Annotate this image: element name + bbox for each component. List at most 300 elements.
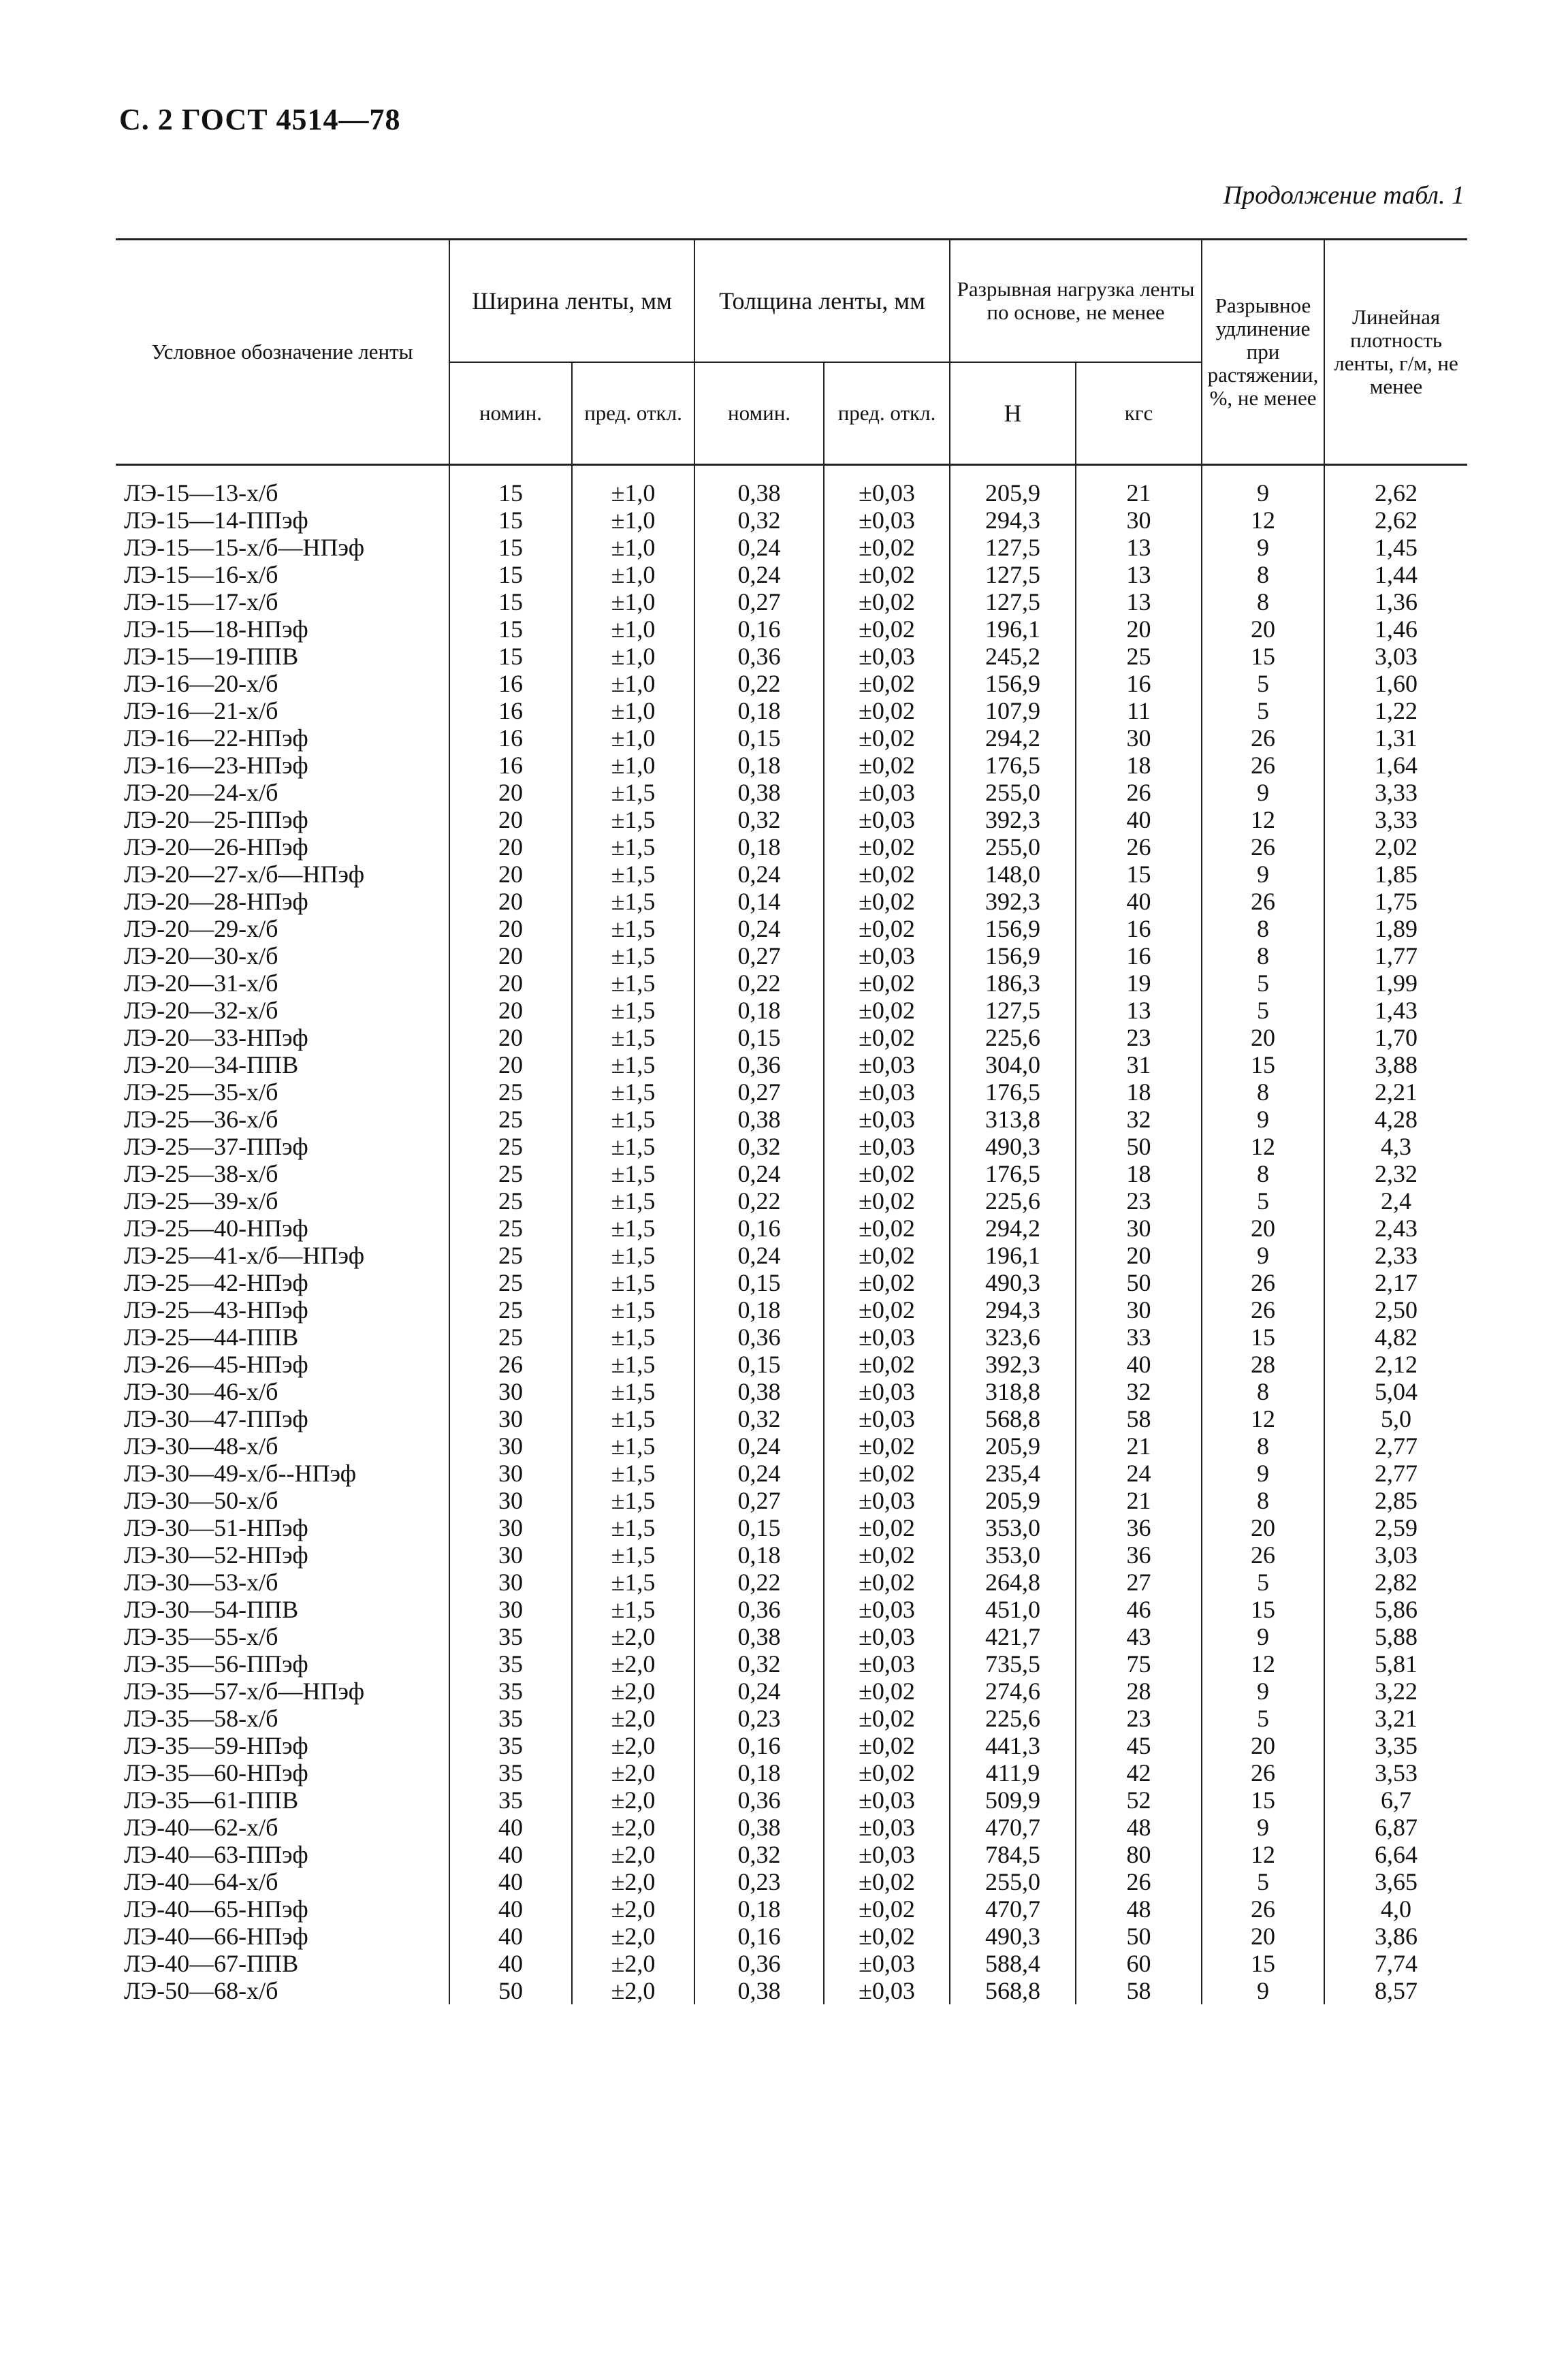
cell-load-newton: 225,6: [950, 1024, 1076, 1051]
cell-load-newton: 411,9: [950, 1759, 1076, 1786]
cell-thickness-nominal: 0,36: [694, 643, 824, 670]
cell-designation: ЛЭ-30—52-НПэф: [116, 1541, 449, 1569]
cell-thickness-tolerance: ±0,02: [824, 752, 950, 779]
cell-thickness-tolerance: ±0,02: [824, 1296, 950, 1324]
cell-width-tolerance: ±2,0: [572, 1895, 694, 1923]
cell-width-nominal: 20: [449, 969, 572, 997]
cell-elongation: 9: [1202, 779, 1324, 806]
cell-load-kgf: 31: [1076, 1051, 1202, 1078]
cell-width-nominal: 20: [449, 888, 572, 915]
cell-thickness-nominal: 0,22: [694, 670, 824, 697]
cell-width-nominal: 20: [449, 806, 572, 833]
table-row: [116, 697, 1467, 724]
cell-thickness-tolerance: ±0,02: [824, 1432, 950, 1460]
cell-elongation: 9: [1202, 534, 1324, 561]
cell-elongation: 8: [1202, 1432, 1324, 1460]
cell-elongation: 12: [1202, 507, 1324, 534]
table-row: [116, 1078, 1467, 1106]
cell-width-nominal: 15: [449, 465, 572, 507]
cell-width-nominal: 40: [449, 1923, 572, 1950]
cell-thickness-nominal: 0,22: [694, 969, 824, 997]
table-row: [116, 1269, 1467, 1296]
cell-thickness-tolerance: ±0,02: [824, 915, 950, 942]
cell-width-tolerance: ±1,0: [572, 670, 694, 697]
cell-thickness-tolerance: ±0,03: [824, 1378, 950, 1405]
cell-width-tolerance: ±1,5: [572, 833, 694, 861]
cell-thickness-nominal: 0,24: [694, 915, 824, 942]
table-row: [116, 1977, 1467, 2004]
cell-elongation: 5: [1202, 1187, 1324, 1215]
cell-thickness-nominal: 0,32: [694, 1841, 824, 1868]
cell-load-kgf: 11: [1076, 697, 1202, 724]
cell-density: 1,60: [1324, 670, 1467, 697]
cell-width-nominal: 50: [449, 1977, 572, 2004]
cell-width-nominal: 30: [449, 1569, 572, 1596]
cell-density: 4,82: [1324, 1324, 1467, 1351]
cell-load-kgf: 33: [1076, 1324, 1202, 1351]
table-row: [116, 534, 1467, 561]
cell-density: 1,99: [1324, 969, 1467, 997]
cell-load-kgf: 50: [1076, 1923, 1202, 1950]
cell-thickness-nominal: 0,24: [694, 1432, 824, 1460]
table-row: [116, 1596, 1467, 1623]
cell-width-tolerance: ±2,0: [572, 1705, 694, 1732]
cell-designation: ЛЭ-30—46-х/б: [116, 1378, 449, 1405]
cell-elongation: 26: [1202, 1895, 1324, 1923]
cell-thickness-nominal: 0,15: [694, 1351, 824, 1378]
cell-density: 2,12: [1324, 1351, 1467, 1378]
cell-width-nominal: 35: [449, 1786, 572, 1814]
cell-designation: ЛЭ-35—57-х/б—НПэф: [116, 1678, 449, 1705]
cell-thickness-tolerance: ±0,03: [824, 806, 950, 833]
cell-elongation: 9: [1202, 465, 1324, 507]
table-row: [116, 861, 1467, 888]
table-row: [116, 1024, 1467, 1051]
cell-load-newton: 186,3: [950, 969, 1076, 997]
cell-width-tolerance: ±1,5: [572, 1133, 694, 1160]
cell-width-nominal: 35: [449, 1650, 572, 1678]
cell-load-kgf: 18: [1076, 752, 1202, 779]
cell-density: 2,59: [1324, 1514, 1467, 1541]
cell-load-kgf: 32: [1076, 1106, 1202, 1133]
cell-thickness-tolerance: ±0,03: [824, 1596, 950, 1623]
cell-density: 2,32: [1324, 1160, 1467, 1187]
cell-load-newton: 735,5: [950, 1650, 1076, 1678]
table-body: [116, 465, 1467, 2005]
header-thickness-nominal: номин.: [694, 362, 824, 465]
cell-thickness-nominal: 0,38: [694, 1378, 824, 1405]
cell-load-newton: 196,1: [950, 615, 1076, 643]
cell-load-newton: 313,8: [950, 1106, 1076, 1133]
cell-load-newton: 107,9: [950, 697, 1076, 724]
table-row: [116, 833, 1467, 861]
cell-thickness-tolerance: ±0,03: [824, 643, 950, 670]
cell-load-kgf: 30: [1076, 1296, 1202, 1324]
cell-width-nominal: 40: [449, 1814, 572, 1841]
table-row: [116, 1950, 1467, 1977]
cell-density: 2,85: [1324, 1487, 1467, 1514]
cell-designation: ЛЭ-20—31-х/б: [116, 969, 449, 997]
cell-elongation: 8: [1202, 588, 1324, 615]
cell-width-tolerance: ±1,0: [572, 643, 694, 670]
cell-designation: ЛЭ-25—41-х/б—НПэф: [116, 1242, 449, 1269]
cell-elongation: 5: [1202, 1705, 1324, 1732]
cell-load-kgf: 23: [1076, 1705, 1202, 1732]
header-load-newton: Н: [950, 362, 1076, 465]
table-row: [116, 942, 1467, 969]
cell-designation: ЛЭ-20—24-х/б: [116, 779, 449, 806]
cell-load-newton: 127,5: [950, 997, 1076, 1024]
cell-load-newton: 294,2: [950, 1215, 1076, 1242]
cell-width-nominal: 30: [449, 1487, 572, 1514]
cell-load-kgf: 19: [1076, 969, 1202, 997]
cell-thickness-tolerance: ±0,02: [824, 833, 950, 861]
cell-load-kgf: 80: [1076, 1841, 1202, 1868]
cell-thickness-nominal: 0,24: [694, 561, 824, 588]
cell-width-tolerance: ±2,0: [572, 1923, 694, 1950]
cell-load-newton: 127,5: [950, 534, 1076, 561]
cell-load-newton: 451,0: [950, 1596, 1076, 1623]
cell-thickness-nominal: 0,18: [694, 1541, 824, 1569]
cell-width-tolerance: ±1,5: [572, 888, 694, 915]
cell-thickness-nominal: 0,32: [694, 1133, 824, 1160]
cell-width-tolerance: ±2,0: [572, 1814, 694, 1841]
cell-density: 4,3: [1324, 1133, 1467, 1160]
cell-load-newton: 490,3: [950, 1133, 1076, 1160]
cell-designation: ЛЭ-35—61-ППВ: [116, 1786, 449, 1814]
cell-thickness-tolerance: ±0,02: [824, 1351, 950, 1378]
cell-density: 2,17: [1324, 1269, 1467, 1296]
cell-thickness-tolerance: ±0,03: [824, 1977, 950, 2004]
cell-elongation: 12: [1202, 1841, 1324, 1868]
cell-designation: ЛЭ-16—20-х/б: [116, 670, 449, 697]
cell-width-nominal: 20: [449, 942, 572, 969]
cell-width-nominal: 20: [449, 915, 572, 942]
cell-width-nominal: 30: [449, 1378, 572, 1405]
cell-density: 2,33: [1324, 1242, 1467, 1269]
cell-elongation: 8: [1202, 1378, 1324, 1405]
cell-designation: ЛЭ-40—63-ППэф: [116, 1841, 449, 1868]
cell-designation: ЛЭ-35—58-х/б: [116, 1705, 449, 1732]
cell-elongation: 9: [1202, 1242, 1324, 1269]
cell-elongation: 12: [1202, 1133, 1324, 1160]
cell-thickness-nominal: 0,16: [694, 1923, 824, 1950]
cell-designation: ЛЭ-25—43-НПэф: [116, 1296, 449, 1324]
table-row: [116, 465, 1467, 507]
cell-elongation: 5: [1202, 1569, 1324, 1596]
cell-width-nominal: 25: [449, 1078, 572, 1106]
cell-load-kgf: 18: [1076, 1078, 1202, 1106]
cell-load-kgf: 26: [1076, 779, 1202, 806]
cell-load-newton: 304,0: [950, 1051, 1076, 1078]
cell-elongation: 26: [1202, 1296, 1324, 1324]
cell-load-newton: 323,6: [950, 1324, 1076, 1351]
cell-thickness-nominal: 0,36: [694, 1786, 824, 1814]
cell-thickness-tolerance: ±0,03: [824, 1814, 950, 1841]
cell-load-newton: 441,3: [950, 1732, 1076, 1759]
cell-load-newton: 568,8: [950, 1977, 1076, 2004]
cell-width-nominal: 15: [449, 643, 572, 670]
cell-load-newton: 470,7: [950, 1814, 1076, 1841]
cell-load-kgf: 21: [1076, 1432, 1202, 1460]
cell-width-tolerance: ±2,0: [572, 1623, 694, 1650]
cell-elongation: 8: [1202, 1160, 1324, 1187]
cell-designation: ЛЭ-20—28-НПэф: [116, 888, 449, 915]
cell-density: 6,87: [1324, 1814, 1467, 1841]
cell-load-newton: 156,9: [950, 915, 1076, 942]
cell-width-nominal: 40: [449, 1950, 572, 1977]
cell-width-tolerance: ±2,0: [572, 1786, 694, 1814]
cell-designation: ЛЭ-26—45-НПэф: [116, 1351, 449, 1378]
table-row: [116, 1215, 1467, 1242]
cell-thickness-nominal: 0,24: [694, 1460, 824, 1487]
cell-thickness-nominal: 0,36: [694, 1051, 824, 1078]
cell-width-nominal: 15: [449, 561, 572, 588]
cell-elongation: 15: [1202, 1051, 1324, 1078]
cell-thickness-nominal: 0,27: [694, 588, 824, 615]
cell-width-nominal: 16: [449, 752, 572, 779]
cell-thickness-tolerance: ±0,02: [824, 588, 950, 615]
cell-width-nominal: 16: [449, 697, 572, 724]
cell-thickness-nominal: 0,24: [694, 1242, 824, 1269]
cell-thickness-tolerance: ±0,02: [824, 670, 950, 697]
cell-width-nominal: 20: [449, 997, 572, 1024]
cell-designation: ЛЭ-30—54-ППВ: [116, 1596, 449, 1623]
cell-thickness-nominal: 0,18: [694, 833, 824, 861]
cell-elongation: 15: [1202, 643, 1324, 670]
cell-elongation: 20: [1202, 1514, 1324, 1541]
table-row: [116, 1759, 1467, 1786]
cell-density: 2,43: [1324, 1215, 1467, 1242]
cell-designation: ЛЭ-15—16-х/б: [116, 561, 449, 588]
cell-density: 1,46: [1324, 615, 1467, 643]
cell-width-tolerance: ±1,5: [572, 1269, 694, 1296]
cell-designation: ЛЭ-40—64-х/б: [116, 1868, 449, 1895]
cell-load-kgf: 48: [1076, 1814, 1202, 1841]
table-row: [116, 1378, 1467, 1405]
table-row: [116, 1569, 1467, 1596]
table-row: [116, 1324, 1467, 1351]
cell-elongation: 8: [1202, 1487, 1324, 1514]
table-row: [116, 561, 1467, 588]
cell-density: 3,65: [1324, 1868, 1467, 1895]
cell-density: 6,64: [1324, 1841, 1467, 1868]
cell-thickness-tolerance: ±0,02: [824, 534, 950, 561]
cell-density: 5,0: [1324, 1405, 1467, 1432]
cell-load-newton: 255,0: [950, 833, 1076, 861]
cell-load-newton: 176,5: [950, 1160, 1076, 1187]
cell-thickness-nominal: 0,18: [694, 997, 824, 1024]
cell-thickness-tolerance: ±0,03: [824, 1405, 950, 1432]
header-designation: Условное обозначение ленты: [116, 240, 449, 465]
cell-thickness-tolerance: ±0,02: [824, 969, 950, 997]
cell-designation: ЛЭ-20—26-НПэф: [116, 833, 449, 861]
cell-density: 2,4: [1324, 1187, 1467, 1215]
cell-thickness-nominal: 0,38: [694, 1623, 824, 1650]
cell-designation: ЛЭ-20—33-НПэф: [116, 1024, 449, 1051]
cell-load-kgf: 26: [1076, 1868, 1202, 1895]
cell-designation: ЛЭ-40—65-НПэф: [116, 1895, 449, 1923]
cell-thickness-nominal: 0,32: [694, 1405, 824, 1432]
tape-specs-table: [116, 238, 1467, 2004]
cell-elongation: 15: [1202, 1596, 1324, 1623]
cell-width-tolerance: ±1,5: [572, 997, 694, 1024]
cell-width-tolerance: ±1,5: [572, 1351, 694, 1378]
cell-designation: ЛЭ-20—29-х/б: [116, 915, 449, 942]
cell-load-kgf: 18: [1076, 1160, 1202, 1187]
cell-thickness-nominal: 0,24: [694, 534, 824, 561]
cell-load-newton: 509,9: [950, 1786, 1076, 1814]
cell-load-newton: 274,6: [950, 1678, 1076, 1705]
cell-designation: ЛЭ-25—37-ППэф: [116, 1133, 449, 1160]
cell-load-newton: 421,7: [950, 1623, 1076, 1650]
cell-width-tolerance: ±1,5: [572, 1215, 694, 1242]
cell-thickness-nominal: 0,16: [694, 615, 824, 643]
cell-load-kgf: 48: [1076, 1895, 1202, 1923]
cell-thickness-nominal: 0,32: [694, 1650, 824, 1678]
cell-load-kgf: 23: [1076, 1024, 1202, 1051]
table-row: [116, 643, 1467, 670]
cell-thickness-tolerance: ±0,02: [824, 1705, 950, 1732]
cell-width-nominal: 26: [449, 1351, 572, 1378]
cell-density: 3,88: [1324, 1051, 1467, 1078]
cell-load-newton: 264,8: [950, 1569, 1076, 1596]
cell-load-newton: 245,2: [950, 643, 1076, 670]
cell-elongation: 28: [1202, 1351, 1324, 1378]
cell-load-newton: 176,5: [950, 752, 1076, 779]
cell-width-tolerance: ±1,0: [572, 465, 694, 507]
cell-thickness-tolerance: ±0,03: [824, 1133, 950, 1160]
cell-thickness-tolerance: ±0,03: [824, 1106, 950, 1133]
table-continuation-note: Продолжение табл. 1: [1223, 181, 1465, 210]
table-row: [116, 1841, 1467, 1868]
cell-elongation: 26: [1202, 724, 1324, 752]
cell-load-kgf: 75: [1076, 1650, 1202, 1678]
cell-elongation: 5: [1202, 997, 1324, 1024]
table-row: [116, 615, 1467, 643]
cell-load-kgf: 21: [1076, 1487, 1202, 1514]
cell-thickness-nominal: 0,27: [694, 1487, 824, 1514]
cell-thickness-tolerance: ±0,02: [824, 1024, 950, 1051]
cell-designation: ЛЭ-20—25-ППэф: [116, 806, 449, 833]
cell-thickness-tolerance: ±0,03: [824, 507, 950, 534]
cell-width-nominal: 25: [449, 1324, 572, 1351]
cell-width-tolerance: ±1,5: [572, 1596, 694, 1623]
table-row: [116, 1160, 1467, 1187]
cell-load-kgf: 30: [1076, 507, 1202, 534]
cell-thickness-nominal: 0,15: [694, 1024, 824, 1051]
cell-load-kgf: 50: [1076, 1269, 1202, 1296]
cell-density: 7,74: [1324, 1950, 1467, 1977]
cell-load-kgf: 40: [1076, 1351, 1202, 1378]
table-row: [116, 1923, 1467, 1950]
cell-density: 1,31: [1324, 724, 1467, 752]
cell-width-nominal: 40: [449, 1895, 572, 1923]
cell-width-nominal: 40: [449, 1841, 572, 1868]
cell-width-nominal: 16: [449, 724, 572, 752]
cell-load-kgf: 24: [1076, 1460, 1202, 1487]
cell-designation: ЛЭ-30—47-ППэф: [116, 1405, 449, 1432]
cell-designation: ЛЭ-15—13-х/б: [116, 465, 449, 507]
table-row: [116, 752, 1467, 779]
cell-thickness-tolerance: ±0,02: [824, 724, 950, 752]
cell-elongation: 26: [1202, 833, 1324, 861]
cell-width-tolerance: ±1,0: [572, 697, 694, 724]
cell-thickness-nominal: 0,27: [694, 942, 824, 969]
cell-elongation: 5: [1202, 670, 1324, 697]
cell-load-kgf: 30: [1076, 724, 1202, 752]
cell-load-kgf: 16: [1076, 942, 1202, 969]
cell-designation: ЛЭ-20—30-х/б: [116, 942, 449, 969]
cell-load-newton: 490,3: [950, 1269, 1076, 1296]
header-width-nominal: номин.: [449, 362, 572, 465]
cell-load-kgf: 27: [1076, 1569, 1202, 1596]
table-row: [116, 670, 1467, 697]
table-row: [116, 915, 1467, 942]
cell-designation: ЛЭ-30—50-х/б: [116, 1487, 449, 1514]
cell-load-newton: 470,7: [950, 1895, 1076, 1923]
cell-designation: ЛЭ-25—36-х/б: [116, 1106, 449, 1133]
cell-load-kgf: 43: [1076, 1623, 1202, 1650]
cell-designation: ЛЭ-35—55-х/б: [116, 1623, 449, 1650]
cell-designation: ЛЭ-15—19-ППВ: [116, 643, 449, 670]
cell-load-newton: 294,3: [950, 1296, 1076, 1324]
cell-density: 3,22: [1324, 1678, 1467, 1705]
cell-designation: ЛЭ-35—59-НПэф: [116, 1732, 449, 1759]
cell-load-kgf: 26: [1076, 833, 1202, 861]
cell-designation: ЛЭ-25—42-НПэф: [116, 1269, 449, 1296]
table-row: [116, 1895, 1467, 1923]
cell-density: 2,77: [1324, 1432, 1467, 1460]
table-row: [116, 1296, 1467, 1324]
cell-width-nominal: 16: [449, 670, 572, 697]
cell-thickness-tolerance: ±0,02: [824, 1923, 950, 1950]
cell-density: 1,45: [1324, 534, 1467, 561]
cell-thickness-nominal: 0,32: [694, 806, 824, 833]
table-row: [116, 1051, 1467, 1078]
cell-width-nominal: 20: [449, 779, 572, 806]
cell-elongation: 12: [1202, 1405, 1324, 1432]
table-row: [116, 1541, 1467, 1569]
cell-thickness-tolerance: ±0,02: [824, 1541, 950, 1569]
cell-thickness-tolerance: ±0,02: [824, 561, 950, 588]
cell-load-newton: 392,3: [950, 1351, 1076, 1378]
cell-designation: ЛЭ-25—38-х/б: [116, 1160, 449, 1187]
cell-width-nominal: 35: [449, 1623, 572, 1650]
cell-width-nominal: 20: [449, 861, 572, 888]
cell-thickness-nominal: 0,36: [694, 1596, 824, 1623]
table-header: [116, 240, 1467, 465]
cell-width-tolerance: ±1,0: [572, 507, 694, 534]
cell-thickness-nominal: 0,36: [694, 1324, 824, 1351]
cell-density: 3,33: [1324, 779, 1467, 806]
cell-thickness-nominal: 0,38: [694, 1106, 824, 1133]
cell-width-nominal: 35: [449, 1705, 572, 1732]
cell-load-newton: 353,0: [950, 1514, 1076, 1541]
cell-elongation: 8: [1202, 1078, 1324, 1106]
cell-designation: ЛЭ-15—18-НПэф: [116, 615, 449, 643]
cell-density: 1,70: [1324, 1024, 1467, 1051]
cell-width-tolerance: ±1,0: [572, 752, 694, 779]
table-row: [116, 1868, 1467, 1895]
cell-load-newton: 205,9: [950, 1487, 1076, 1514]
cell-thickness-tolerance: ±0,02: [824, 1242, 950, 1269]
header-load-group: Разрывная нагрузка ленты по основе, не менее: [950, 240, 1202, 363]
cell-width-tolerance: ±2,0: [572, 1841, 694, 1868]
cell-width-tolerance: ±1,5: [572, 1051, 694, 1078]
cell-elongation: 5: [1202, 969, 1324, 997]
cell-load-newton: 255,0: [950, 1868, 1076, 1895]
